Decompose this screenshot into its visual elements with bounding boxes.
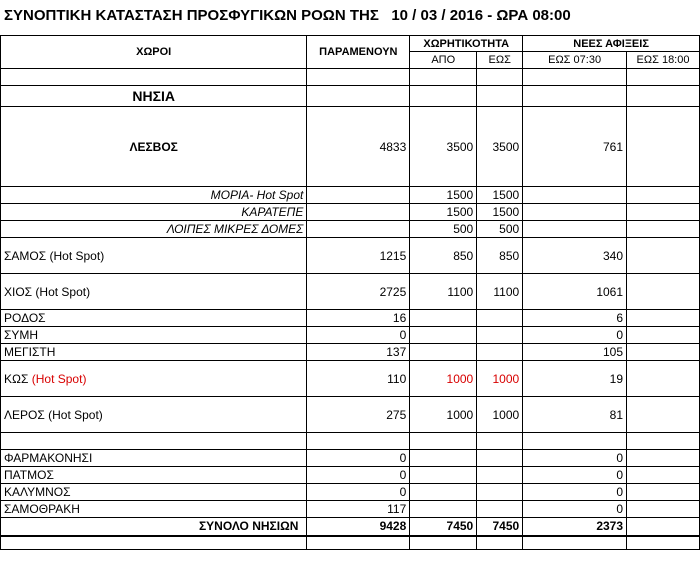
place-name: ΧΙΟΣ (Hot Spot) [1, 274, 307, 310]
remaining-value: 0 [307, 484, 410, 501]
table-row [1, 467, 700, 484]
place-name: ΜΟΡΙΑ- Hot Spot [1, 187, 307, 204]
arrivals-0730-value: 1061 [523, 274, 627, 310]
cap-from-value: 850 [410, 238, 477, 274]
header-arr-0730: ΕΩΣ 07:30 [523, 52, 627, 69]
cap-from-value: 500 [410, 221, 477, 238]
table-row [1, 450, 700, 467]
blank-row [1, 69, 700, 86]
place-name: ΛΕΡΟΣ (Hot Spot) [1, 397, 307, 433]
hot-spot-label: (Hot Spot) [31, 371, 87, 386]
cap-to-value: 1500 [477, 187, 523, 204]
table-row [1, 107, 700, 187]
refugee-flow-table [0, 35, 700, 550]
place-name-text: ΚΩΣ [4, 371, 29, 386]
cap-from-value: 1000 [410, 397, 477, 433]
table-row [1, 397, 700, 433]
arrivals-0730-value: 0 [523, 484, 627, 501]
header-capacity: ΧΩΡΗΤΙΚΟΤΗΤΑ [410, 36, 523, 52]
cap-to-value: 1000 [477, 397, 523, 433]
cap-to-value: 3500 [477, 107, 523, 187]
cap-from-value: 3500 [410, 107, 477, 187]
cap-to-value: 500 [477, 221, 523, 238]
cap-from-value: 1100 [410, 274, 477, 310]
blank-row [1, 433, 700, 450]
total-cap-from: 7450 [410, 518, 477, 536]
place-name: ΡΟΔΟΣ [1, 310, 307, 327]
total-remaining: 9428 [307, 518, 410, 536]
table-row [1, 187, 700, 204]
header-arr-1800: ΕΩΣ 18:00 [627, 52, 700, 69]
place-name: ΠΑΤΜΟΣ [1, 467, 307, 484]
place-name: ΚΑΛΥΜΝΟΣ [1, 484, 307, 501]
remaining-value: 2725 [307, 274, 410, 310]
remaining-value: 117 [307, 501, 410, 518]
section-row [1, 86, 700, 107]
table-row [1, 501, 700, 518]
total-arrivals-0730: 2373 [523, 518, 627, 536]
arrivals-0730-value: 81 [523, 397, 627, 433]
header-row-1 [1, 36, 700, 52]
place-name: ΛΟΙΠΕΣ ΜΙΚΡΕΣ ΔΟΜΕΣ [1, 221, 307, 238]
arrivals-0730-value: 105 [523, 344, 627, 361]
cap-to-value: 1000 [477, 361, 523, 397]
remaining-value: 0 [307, 467, 410, 484]
place-name: ΦΑΡΜΑΚΟΝΗΣΙ [1, 450, 307, 467]
table-row [1, 344, 700, 361]
table-row [1, 221, 700, 238]
arrivals-0730-value: 761 [523, 107, 627, 187]
table-row [1, 310, 700, 327]
remaining-value: 110 [307, 361, 410, 397]
header-new-arrivals: ΝΕΕΣ ΑΦΙΞΕΙΣ [523, 36, 700, 52]
table-row [1, 238, 700, 274]
arrivals-0730-value: 19 [523, 361, 627, 397]
arrivals-0730-value: 0 [523, 501, 627, 518]
table-row [1, 274, 700, 310]
table-row [1, 327, 700, 344]
arrivals-0730-value: 0 [523, 450, 627, 467]
cap-from-value: 1500 [410, 187, 477, 204]
cap-from-value: 1000 [410, 361, 477, 397]
arrivals-0730-value: 340 [523, 238, 627, 274]
arrivals-0730-value: 0 [523, 327, 627, 344]
remaining-value: 137 [307, 344, 410, 361]
remaining-value: 1215 [307, 238, 410, 274]
table-row [1, 484, 700, 501]
total-label: ΣΥΝΟΛΟ ΝΗΣΙΩΝ [1, 518, 307, 536]
arrivals-0730-value: 0 [523, 467, 627, 484]
place-name: ΜΕΓΙΣΤΗ [1, 344, 307, 361]
place-name [1, 361, 307, 397]
remaining-value: 16 [307, 310, 410, 327]
blank-row [1, 536, 700, 550]
cap-to-value: 1500 [477, 204, 523, 221]
header-cap-from: ΑΠΟ [410, 52, 477, 69]
place-name: ΚΑΡΑΤΕΠΕ [1, 204, 307, 221]
place-name: ΣΑΜΟΘΡΑΚΗ [1, 501, 307, 518]
table-row [1, 204, 700, 221]
remaining-value: 4833 [307, 107, 410, 187]
place-name: ΣΥΜΗ [1, 327, 307, 344]
cap-from-value: 1500 [410, 204, 477, 221]
section-title: ΝΗΣΙΑ [1, 86, 307, 107]
arrivals-0730-value: 6 [523, 310, 627, 327]
place-name: ΛΕΣΒΟΣ [1, 107, 307, 187]
total-cap-to: 7450 [477, 518, 523, 536]
report-title: ΣΥΝΟΠΤΙΚΗ ΚΑΤΑΣΤΑΣΗ ΠΡΟΣΦΥΓΙΚΩΝ ΡΟΩΝ ΤΗΣ 10 / 03 / 2016 - ΩΡΑ 08:00 [4, 7, 571, 24]
cap-to-value: 850 [477, 238, 523, 274]
table-row [1, 361, 700, 397]
header-cap-to: ΕΩΣ [477, 52, 523, 69]
cap-to-value: 1100 [477, 274, 523, 310]
remaining-value: 275 [307, 397, 410, 433]
header-remaining: ΠΑΡΑΜΕΝΟΥΝ [307, 36, 410, 69]
remaining-value: 0 [307, 450, 410, 467]
place-name: ΣΑΜΟΣ (Hot Spot) [1, 238, 307, 274]
remaining-value: 0 [307, 327, 410, 344]
total-row [1, 518, 700, 536]
header-places: ΧΩΡΟΙ [1, 36, 307, 69]
